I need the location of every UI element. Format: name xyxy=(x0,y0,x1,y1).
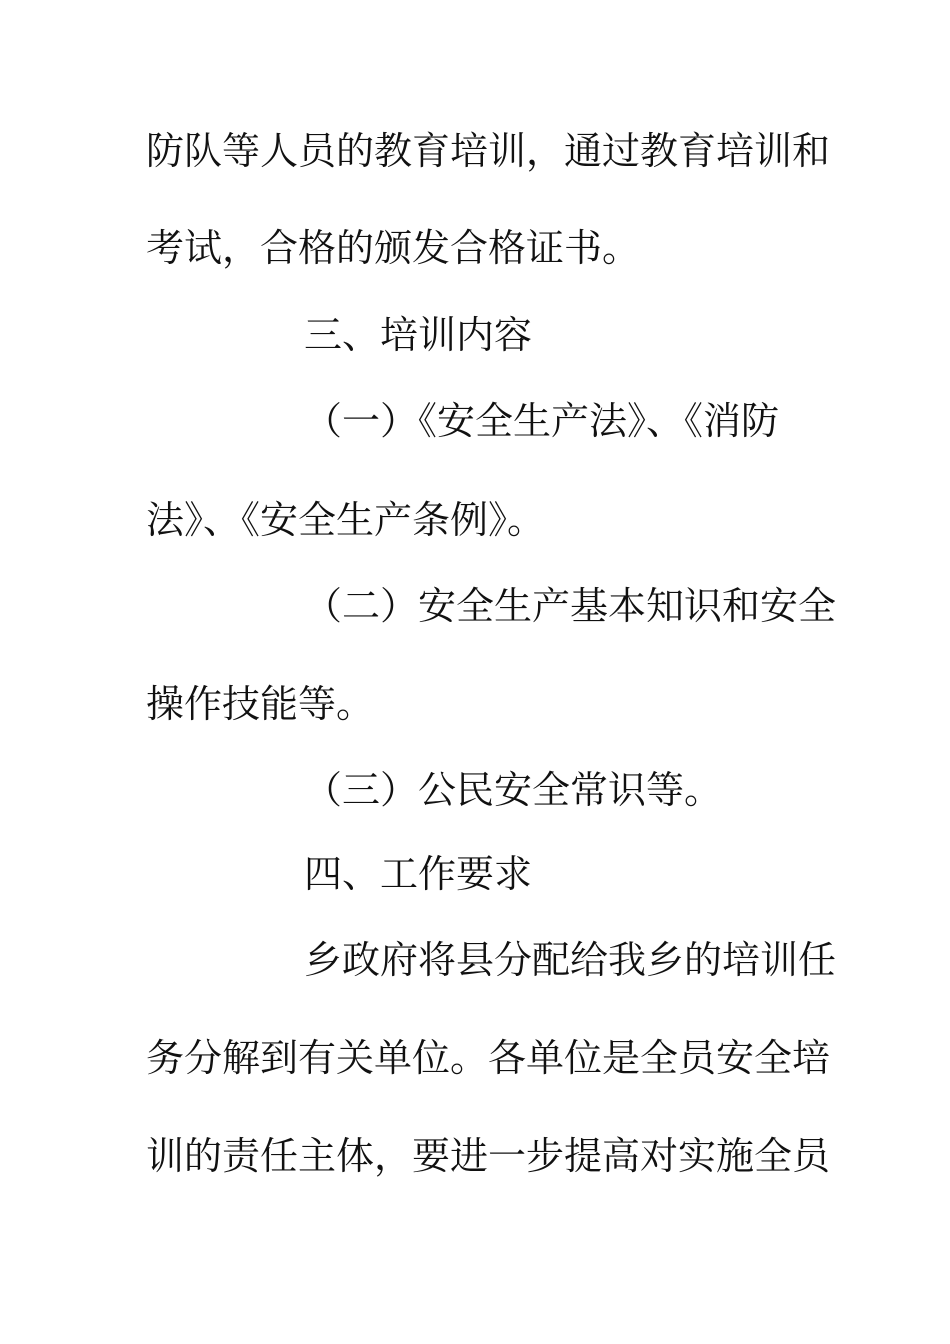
paragraph-line: 考试，合格的颁发合格证书。 xyxy=(146,226,641,270)
section-heading-content: 三、培训内容 xyxy=(304,313,533,357)
paragraph-line: 法》、《安全生产条例》。 xyxy=(146,498,546,542)
list-item-2: （二）安全生产基本知识和安全 xyxy=(304,584,837,628)
list-item-3: （三）公民安全常识等。 xyxy=(304,768,723,812)
paragraph-line: 训的责任主体，要进一步提高对实施全员 xyxy=(146,1134,831,1178)
list-item-1: （一）《安全生产法》、《消防 xyxy=(304,399,780,443)
section-heading-requirements: 四、工作要求 xyxy=(304,852,533,896)
paragraph-line: 乡政府将县分配给我乡的培训任 xyxy=(304,938,837,982)
paragraph-line: 防队等人员的教育培训，通过教育培训和 xyxy=(146,129,831,173)
paragraph-line: 务分解到有关单位。各单位是全员安全培 xyxy=(146,1036,831,1080)
paragraph-line: 操作技能等。 xyxy=(146,682,375,726)
